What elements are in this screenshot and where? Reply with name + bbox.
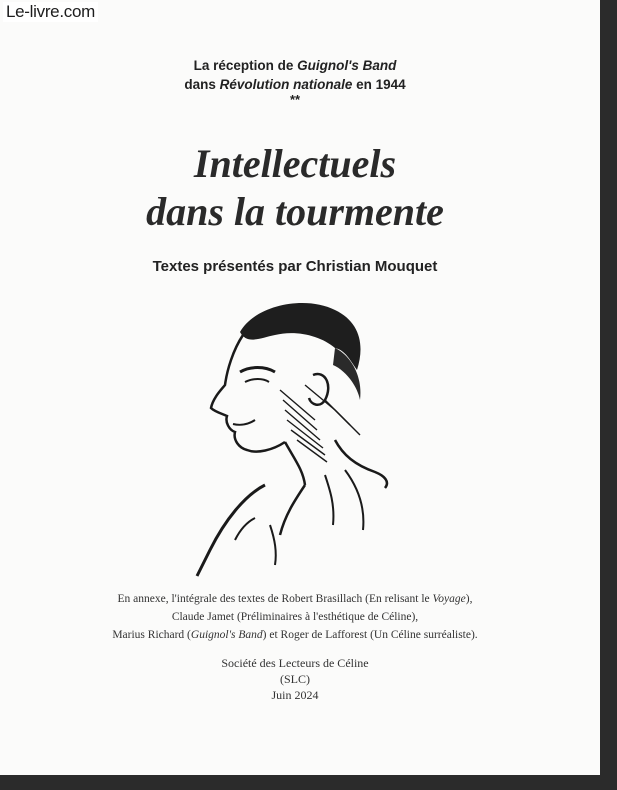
- book-title: [0, 140, 590, 236]
- stars: **: [289, 92, 301, 107]
- subtitle-line-2: dans Révolution nationale en 1944: [184, 77, 406, 92]
- annex-line-2: Claude Jamet (Préliminaires à l'esthétique de Céline),: [171, 611, 419, 623]
- presenter-credit: Textes présentés par Christian Mouquet: [152, 258, 438, 275]
- annex-line-3: Marius Richard (Guignol's Band) et Roger de Lafforest (Un Céline surréaliste).: [112, 629, 478, 641]
- cover-subtitle: [0, 56, 590, 106]
- publisher-block: [0, 655, 590, 703]
- title-line-1: Intellectuels: [193, 141, 397, 186]
- annex-note: [0, 590, 590, 644]
- title-line-2: dans la tourmente: [146, 189, 444, 234]
- publisher-name: Société des Lecteurs de Céline: [221, 656, 369, 670]
- publication-date: Juin 2024: [271, 688, 319, 702]
- subtitle-line-1: La réception de Guignol's Band: [193, 58, 397, 73]
- portrait-sketch: [185, 290, 405, 580]
- publisher-abbr: (SLC): [280, 672, 310, 686]
- annex-line-1: En annexe, l'intégrale des textes de Robert Brasillach (En relisant le Voyage),: [117, 593, 473, 605]
- watermark: Le-livre.com: [3, 2, 98, 22]
